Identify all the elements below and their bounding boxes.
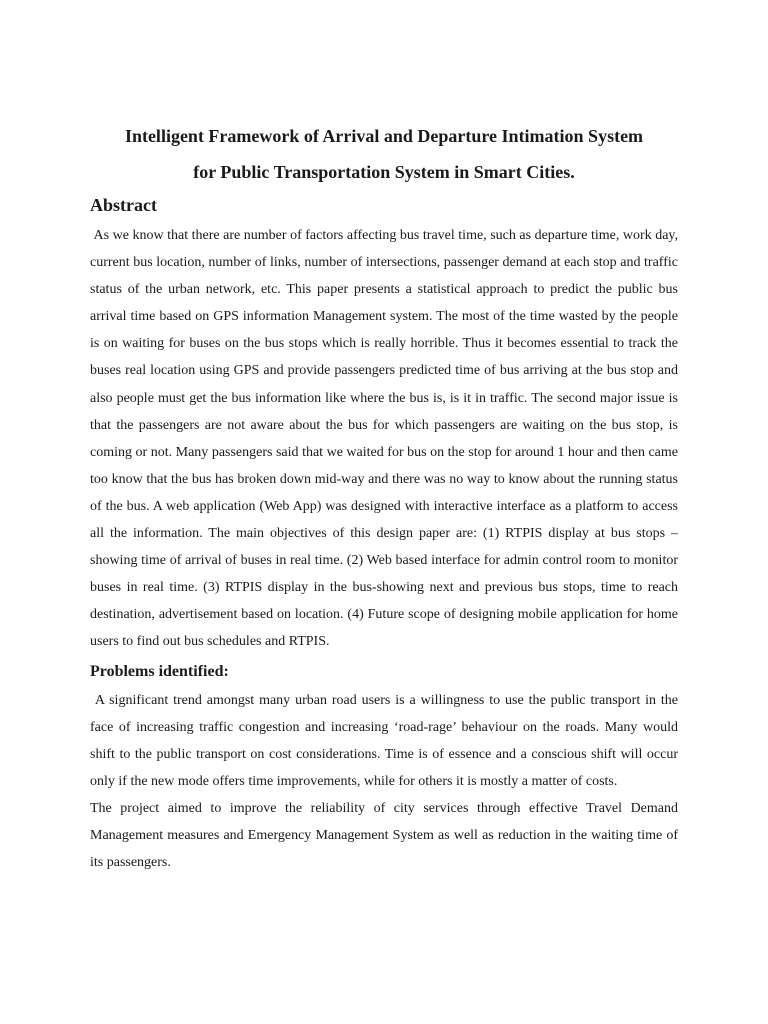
problems-paragraph-1: A significant trend amongst many urban road users is a willingness to use the public transport in the face of increasing traffic congestion and increasing ‘road-rage’ behaviour on the roads. Many would shift to the public transport on cost considerations. Time is of essence and a conscious shift will occur only if the new mode offers time improvements, while for others it is mostly a matter of costs.	[90, 692, 678, 789]
abstract-paragraph: As we know that there are number of factors affecting bus travel time, such as departure time, work day, current bus location, number of links, number of intersections, passenger demand at each stop and traffic status of the urban network, etc. This paper presents a statistical approach to predict the public bus arrival time based on GPS information Management system. The most of the time wasted by the people is on waiting for buses on the bus stops which is really horrible. Thus it becomes essential to track the buses real location using GPS and provide passengers predicted time of bus arriving at the bus stop and also people must get the bus information like where the bus is, is it in traffic. The second major issue is that the passengers are not aware about the bus for which passengers are waiting on the bus stop, is coming or not. Many passengers said that we waited for bus on the stop for around 1 hour and then came too know that the bus has broken down mid-way and there was no way to know about the running status of the bus. A web application (Web App) was designed with interactive interface as a platform to access all the information. The main objectives of this design paper are: (1) RTPIS display at bus stops – showing time of arrival of buses in real time. (2) Web based interface for admin control room to monitor buses in real time. (3) RTPIS display in the bus-showing next and previous bus stops, time to reach destination, advertisement based on location. (4) Future scope of designing mobile application for home users to find out bus schedules and RTPIS.	[90, 228, 678, 650]
problems-heading: Problems identified:	[90, 662, 229, 680]
problems-paragraph-2: The project aimed to improve the reliability of city services through effective Travel Demand Management measures and Emergency Management System as well as reduction in the waiting time of its passengers.	[90, 800, 678, 871]
title-line-1: Intelligent Framework of Arrival and Departure Intimation System	[124, 126, 644, 146]
abstract-heading: Abstract	[90, 195, 157, 215]
title-line-2: for Public Transportation System in Smart Cities.	[193, 162, 575, 182]
document-page	[90, 118, 678, 876]
document-title	[90, 118, 678, 190]
